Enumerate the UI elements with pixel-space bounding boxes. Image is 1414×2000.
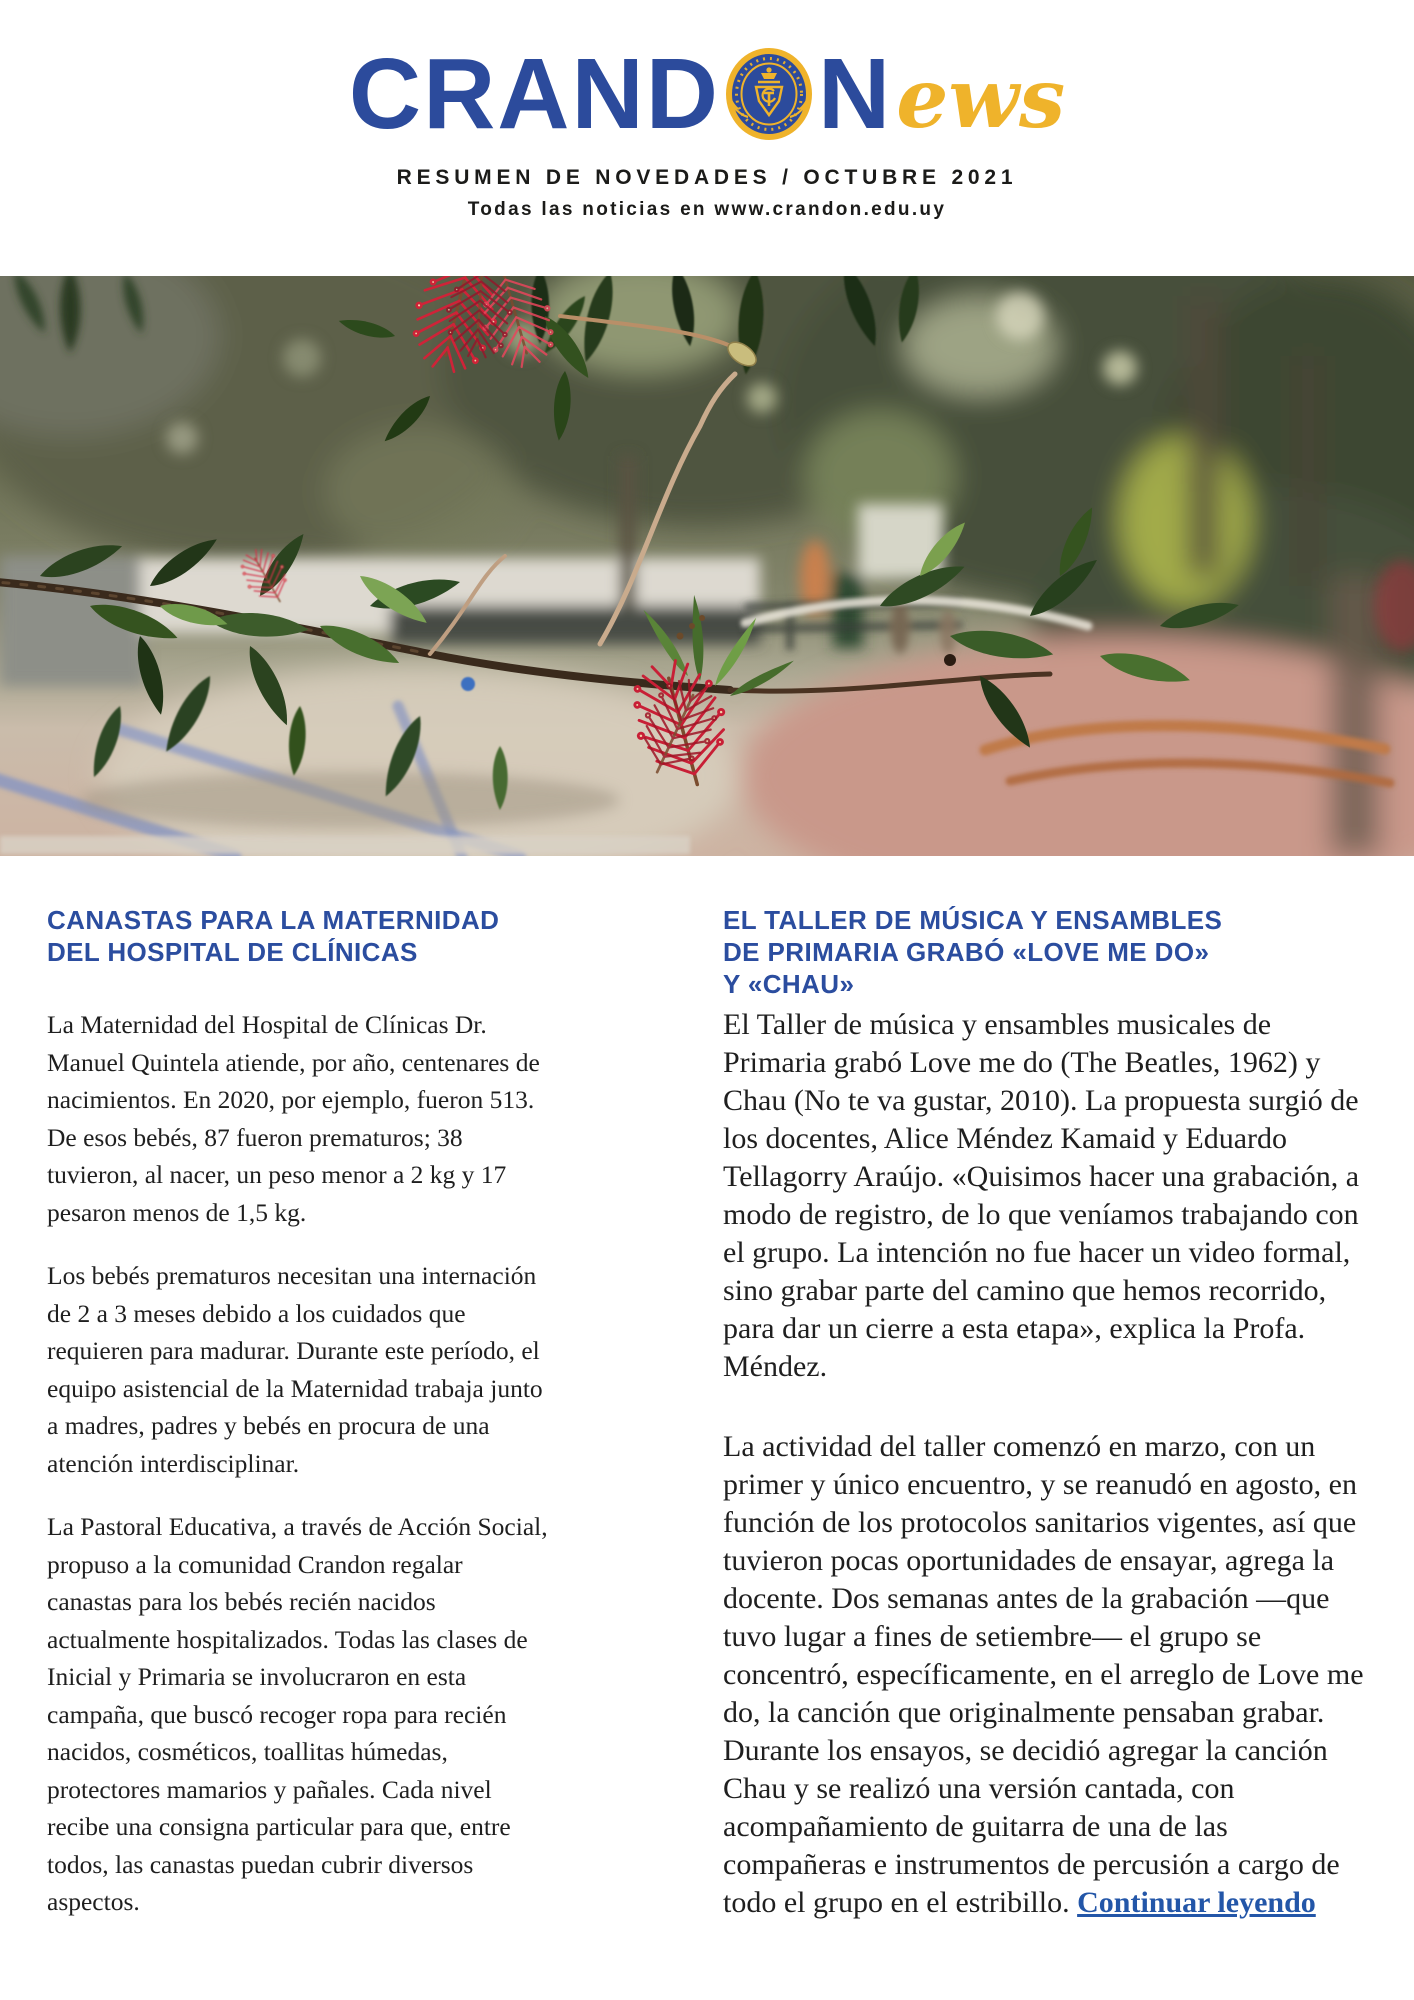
title-line: DE PRIMARIA GRABÓ «LOVE ME DO» — [723, 937, 1210, 967]
title-line: EL TALLER DE MÚSICA Y ENSAMBLES — [723, 905, 1223, 935]
article-paragraph-text: La actividad del taller comenzó en marzo, con un primer y único encuentro, y se reanudó en agosto, en función de los protocolos sanitarios vigentes, así que tuvieron pocas oportunidades de ensayar, agrega la docente. Dos semanas antes de la grabación —que tuvo lugar a fines de setiembre— el grupo se concentró, específicamente, en el arreglo de Love me do, la canción que originalmente pensaban grabar. Durante los ensayos, se decidió agregar la canción Chau y se realizó una versión cantada, con acompañamiento de guitarra de una de las compañeras e instrumentos de percusión a cargo de todo el grupo en el estribillo. — [723, 1430, 1364, 1919]
title-line: Y «CHAU» — [723, 969, 855, 999]
crandon-news-logo — [0, 0, 1414, 150]
article-paragraph: Los bebés prematuros necesitan una internación de 2 a 3 meses debido a los cuidados que requieren para madurar. Durante este período, el equipo asistencial de la Maternidad trabaja junto a madres, padres y bebés en procura de una atención interdisciplinar. — [47, 1261, 543, 1478]
hero-photo-illustration — [0, 276, 1414, 856]
article-paragraph-with-link — [723, 1428, 1373, 1922]
continuar-leyendo-link[interactable]: Continuar leyendo — [1077, 1886, 1316, 1919]
title-line: CANASTAS PARA LA MATERNIDAD — [47, 905, 500, 935]
logo-text-crand: CRAND — [348, 38, 720, 150]
article-paragraph: El Taller de música y ensambles musicales de Primaria grabó Love me do (The Beatles, 1962) y Chau (No te va gustar, 2010). La propuesta surgió de los docentes, Alice Méndez Kamaid y Eduardo Tellagorry Araújo. «Quisimos hacer una grabación, a modo de registro, de lo que veníamos trabajando con el grupo. La intención no fue hacer un video formal, sino grabar parte del camino que hemos recorrido, para dar un cierre a esta etapa», explica la Profa. Méndez. — [723, 1008, 1360, 1383]
newsletter-subtitle: RESUMEN DE NOVEDADES / OCTUBRE 2021 — [396, 166, 1018, 189]
title-line: DEL HOSPITAL DE CLÍNICAS — [47, 937, 418, 967]
articles-section — [0, 856, 1414, 1964]
logo-text-n: N — [817, 38, 893, 150]
article-taller-musica — [723, 904, 1373, 1964]
newsletter-header — [0, 0, 1414, 276]
article-paragraph: La Maternidad del Hospital de Clínicas Dr. Manuel Quintela atiende, por año, centenares de nacimientos. En 2020, por ejemplo, fueron 513. De esos bebés, 87 fueron prematuros; 38 tuvieron, al nacer, un peso menor a 2 kg y 17 pesaron menos de 1,5 kg. — [47, 1010, 540, 1227]
article-canastas-maternidad — [47, 904, 552, 1964]
logo-text-news-script: ews — [896, 51, 1066, 147]
article-paragraph: La Pastoral Educativa, a través de Acción Social, propuso a la comunidad Crandon regalar canastas para los bebés recién nacidos actualmente hospitalizados. Todas las clases de Inicial y Primaria se involucraron en esta campaña, que buscó recoger ropa para recién nacidos, cosméticos, toallitas húmedas, protectores mamarios y pañales. Cada nivel recibe una consigna particular para que, entre todos, las canastas puedan cubrir diversos aspectos. — [47, 1512, 548, 1916]
article-title-canastas — [47, 904, 552, 1006]
newsletter-tagline: Todas las noticias en www.crandon.edu.uy — [467, 199, 947, 220]
instituto-crandon-crest-icon — [725, 47, 813, 141]
hero-photo — [0, 276, 1414, 856]
article-title-taller — [723, 904, 1373, 1006]
